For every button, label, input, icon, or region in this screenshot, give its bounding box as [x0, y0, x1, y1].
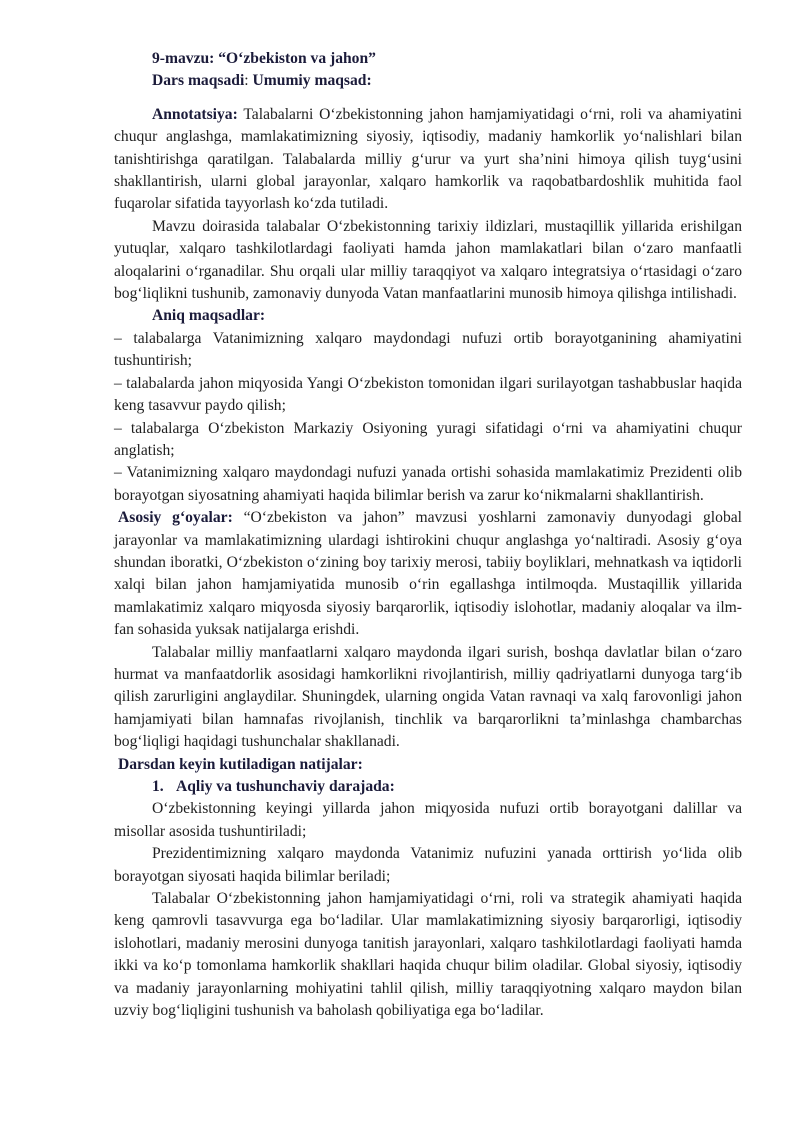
- annotation-label: Annotatsiya:: [152, 105, 238, 123]
- specific-goal-item: – Vatanimizning xalqaro maydondagi nufuzi yanada ortishi sohasida mamlakatimiz Prezidenti olib borayotgan siyosatning ahamiyati haqida bilimlar berish va zarur ko‘nikmalarni shakllantirish.: [114, 464, 742, 504]
- result-paragraph: Talabalar O‘zbekistonning jahon hamjamiyatidagi o‘rni, roli va strategik ahamiyati haqida keng qamrovli tasavvurga ega bo‘ladilar. Ular mamlakatimizning siyosiy barqarorligi, iqtisodiy islohotlari, madaniy merosini dunyoga tanitish jarayonlari, xalqaro tashkilotlardagi faoliyati hamda ikki va ko‘p tomonlama hamkorlik shakllari haqida chuqur bilim oladilar. Global siyosiy, iqtisodiy va madaniy jarayonlarning mohiyatini tahlil qilish, milliy taraqqiyotning xalqaro maydon bilan uzviy bog‘liqligini tushunish va baholash qobiliyatiga ega bo‘ladilar.: [114, 890, 742, 1020]
- annotation-text: Talabalarni O‘zbekistonning jahon hamjamiyatidagi o‘rni, roli va ahamiyatini chuqur anglashga, mamlakatimizning siyosiy, iqtisodiy, madaniy hamkorlik yo‘nalishlari bilan tanishtirishga qaratilgan. Talabalarda milliy g‘urur va yurt sha’nini himoya qilish tuyg‘usini shakllantirish, ularni global jarayonlar, xalqaro hamkorlik va raqobatbardoshlik muhitida faol fuqarolar sifatida tayyorlash ko‘zda tutiladi.: [114, 105, 742, 213]
- values-paragraph: Talabalar milliy manfaatlarni xalqaro maydonda ilgari surish, boshqa davlatlar bilan o‘zaro hurmat va manfaatdorlik asosidagi hamkorlikni rivojlantirish, milliy qadriyatlarni dunyoga targ‘ib qilish zarurligini anglaydilar. Shuningdek, ularning ongida Vatan ravnaqi va xalq farovonligi jahon hamjamiyati bilan hamnafas rivojlanish, tinchlik va barqarorlikni ta’minlashga chambarchas bog‘liqligi haqidagi tushunchalar shakllanadi.: [114, 643, 742, 751]
- specific-goal-item: – talabalarga Vatanimizning xalqaro maydondagi nufuzi ortib borayotganining ahamiyatini tushuntirish;: [114, 329, 742, 370]
- spacer: [114, 93, 742, 104]
- specific-goal-item: – talabalarda jahon miqyosida Yangi O‘zbekiston tomonidan ilgari surilayotgan tashabbuslar haqida keng tasavvur paydo qilish;: [114, 374, 742, 415]
- main-ideas-label: Asosiy g‘oyalar:: [118, 509, 233, 527]
- result-paragraph: Prezidentimizning xalqaro maydonda Vatanimiz nufuzini yanada orttirish yo‘lida olib borayotgan siyosati haqida bilimlar beriladi;: [114, 845, 742, 885]
- document-page: [114, 48, 742, 1022]
- specific-goal-item: – talabalarga O‘zbekiston Markaziy Osiyoning yuragi sifatidagi o‘rni va ahamiyatini chuqur anglatish;: [114, 419, 742, 459]
- topic-paragraph: Mavzu doirasida talabalar O‘zbekistonning tarixiy ildizlari, mustaqillik yillarida erishilgan yutuqlar, xalqaro tashkilotlardagi faoliyati hamda jahon mamlakatlari bilan o‘zaro manfaatli aloqalarini o‘rganadilar. Shu orqali ular milliy taraqqiyot va xalqaro integratsiya o‘rtasidagi o‘zaro bog‘liqlikni tushunib, zamonaviy dunyoda Vatan manfaatlarini munosib himoya qilishga intilishadi.: [114, 217, 742, 303]
- topic-title: 9-mavzu: “O‘zbekiston va jahon”: [152, 50, 376, 67]
- lesson-goal-colon: :: [244, 72, 249, 90]
- results-level-number: 1.: [152, 778, 164, 795]
- results-level-label: Aqliy va tushunchaviy darajada:: [176, 778, 395, 795]
- main-ideas-paragraph: [114, 507, 742, 641]
- expected-results-heading: Darsdan keyin kutiladigan natijalar:: [118, 755, 363, 773]
- lesson-goal-label: Dars maqsadi: [152, 72, 245, 90]
- annotation-paragraph: [114, 104, 742, 216]
- lesson-goal: [114, 70, 742, 92]
- results-level-heading: [114, 776, 742, 798]
- result-paragraph: O‘zbekistonning keyingi yillarda jahon miqyosida nufuzi ortib borayotgani dalillar va misollar asosida tushuntiriladi;: [114, 800, 742, 840]
- specific-goals-heading: Aniq maqsadlar:: [152, 307, 266, 325]
- lesson-goal-value: Umumiy maqsad:: [248, 72, 372, 90]
- main-ideas-text: “O‘zbekiston va jahon” mavzusi yoshlarni zamonaviy dunyodagi global jarayonlar va mamlakatimizning ulardagi ishtirokini chuqur anglashga yo‘naltiradi. Asosiy g‘oya shundan iboratki, O‘zbekiston o‘zining boy tarixiy merosi, tabiiy boyliklari, mehnatkash va iqtidorli xalqi bilan jahon hamjamiyatida munosib o‘rin egallashga intilmoqda. Mustaqillik yillarida mamlakatimiz xalqaro miqyosda siyosiy barqarorlik, iqtisodiy islohotlar, madaniy aloqalar va ilm-fan sohasida yuksak natijalarga erishdi.: [114, 509, 742, 639]
